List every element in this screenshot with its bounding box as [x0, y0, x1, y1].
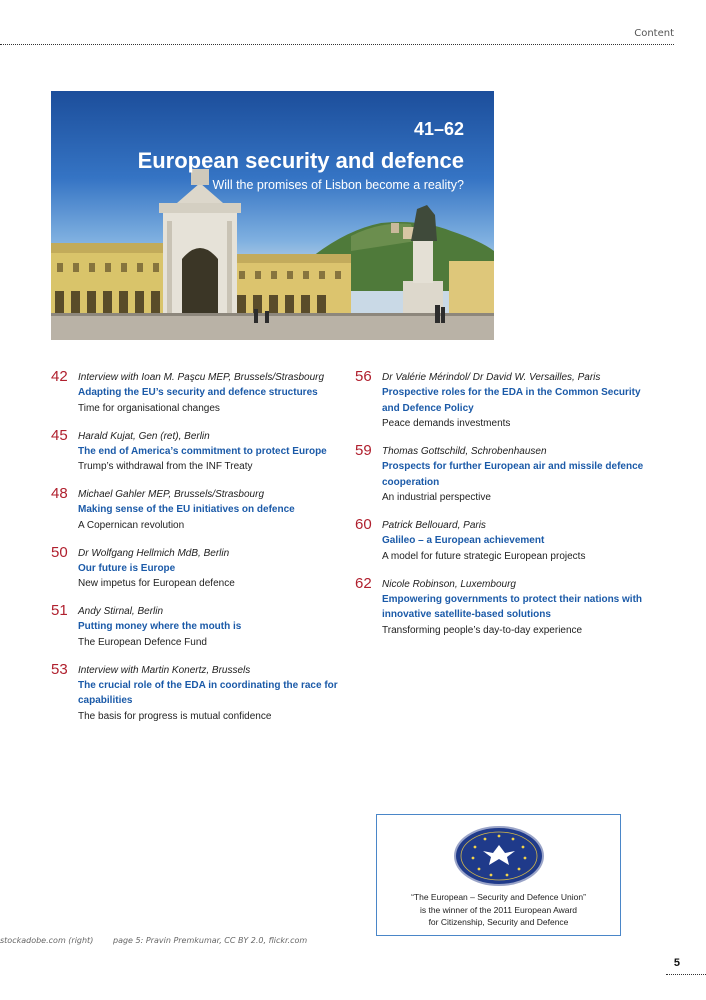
hero-title: European security and defence: [137, 148, 464, 173]
award-box: [376, 814, 621, 936]
toc-author: Nicole Robinson, Luxembourg: [382, 578, 516, 590]
toc-title[interactable]: Prospective roles for the EDA in the Common Security: [382, 387, 641, 398]
award-caption: [377, 891, 620, 929]
toc-entry[interactable]: [51, 543, 341, 592]
credit-left: stockadobe.com (right): [0, 936, 94, 945]
toc-subtitle: New impetus for European defence: [78, 578, 235, 589]
toc-page-number: 50: [51, 543, 68, 561]
toc-page-number: 51: [51, 602, 68, 619]
toc-page-number: 56: [355, 368, 372, 385]
toc-entry[interactable]: [51, 426, 341, 475]
toc-subtitle: Transforming people’s day-to-day experience: [382, 624, 583, 636]
toc-title-continued[interactable]: and Defence Policy: [382, 402, 474, 414]
award-seal-logo: [453, 825, 545, 887]
toc-subtitle: An industrial perspective: [382, 492, 491, 503]
toc-entry[interactable]: [355, 444, 645, 505]
toc-author: Andy Stirnal, Berlin: [78, 606, 164, 617]
toc-left-column: [51, 370, 341, 737]
toc-entry[interactable]: [355, 518, 645, 564]
section-label: Content: [634, 28, 674, 39]
toc-entry[interactable]: [51, 370, 341, 416]
toc-page-number: 42: [51, 368, 68, 385]
hero-page-range: 41–62: [413, 119, 464, 139]
toc-subtitle: The European Defence Fund: [78, 636, 207, 648]
toc-subtitle: Time for organisational changes: [78, 402, 220, 414]
toc-author: Dr Valérie Mérindol/ Dr David W. Versailles, Paris: [382, 372, 601, 383]
toc-page-number: 62: [355, 574, 372, 592]
toc-page-number: 53: [51, 660, 68, 678]
toc-title[interactable]: Galileo – a European achievement: [382, 535, 545, 546]
toc-title[interactable]: The crucial role of the EDA in coordinating the race for: [78, 679, 338, 691]
toc-page-number: 48: [51, 485, 68, 502]
toc-title-continued[interactable]: innovative satellite-based solutions: [382, 609, 551, 620]
toc-title[interactable]: The end of America’s commitment to protect Europe: [78, 445, 327, 457]
footer-divider: [666, 974, 706, 975]
toc-author: Harald Kujat, Gen (ret), Berlin: [78, 430, 210, 442]
toc-page-number: 60: [355, 516, 372, 533]
toc-title[interactable]: Empowering governments to protect their nations with: [382, 593, 643, 605]
toc-page-number: 45: [51, 426, 68, 444]
toc-title[interactable]: Our future is Europe: [78, 562, 176, 574]
toc-entry[interactable]: [355, 370, 645, 431]
toc-title[interactable]: Making sense of the EU initiatives on defence: [78, 504, 295, 515]
toc-title[interactable]: Adapting the EU’s security and defence structures: [78, 387, 318, 398]
credit-right: page 5: Pravin Premkumar, CC BY 2.0, flickr.com: [113, 936, 308, 945]
toc-title[interactable]: Putting money where the mouth is: [78, 621, 242, 632]
toc-author: Interview with Ioan M. Paşcu MEP, Brussels/Strasbourg: [78, 372, 325, 383]
toc-entry[interactable]: [51, 660, 341, 724]
award-line: is the winner of the 2011 European Award: [419, 904, 578, 915]
toc-title-continued[interactable]: capabilities: [78, 695, 133, 706]
toc-subtitle: A model for future strategic European projects: [382, 550, 586, 562]
toc-author: Interview with Martin Konertz, Brussels: [78, 664, 251, 676]
toc-entry[interactable]: [355, 574, 645, 638]
toc-subtitle: A Copernican revolution: [78, 519, 185, 531]
toc-author: Thomas Gottschild, Schrobenhausen: [382, 446, 547, 457]
award-line: “The European – Security and Defence Union”: [411, 892, 586, 902]
toc-title[interactable]: Prospects for further European air and missile defence: [382, 461, 644, 472]
toc-subtitle: The basis for progress is mutual confidence: [78, 710, 272, 722]
toc-author: Michael Gahler MEP, Brussels/Strasbourg: [78, 489, 265, 500]
toc-entry[interactable]: [51, 604, 341, 650]
toc-author: Patrick Bellouard, Paris: [382, 520, 486, 531]
toc-entry[interactable]: [51, 487, 341, 533]
hero-image: [51, 91, 494, 340]
hero-subtitle: Will the promises of Lisbon become a reality?: [212, 178, 464, 192]
photo-credits: [0, 936, 308, 945]
toc-subtitle: Peace demands investments: [382, 418, 511, 429]
toc-page-number: 59: [355, 442, 372, 459]
header-divider: [0, 44, 674, 45]
toc-subtitle: Trump’s withdrawal from the INF Treaty: [78, 461, 253, 472]
toc-title-continued[interactable]: cooperation: [382, 476, 440, 488]
award-line: for Citizenship, Security and Defence: [428, 917, 569, 927]
toc-author: Dr Wolfgang Hellmich MdB, Berlin: [78, 547, 230, 559]
toc-right-column: [355, 370, 645, 651]
page-number: 5: [673, 957, 680, 969]
